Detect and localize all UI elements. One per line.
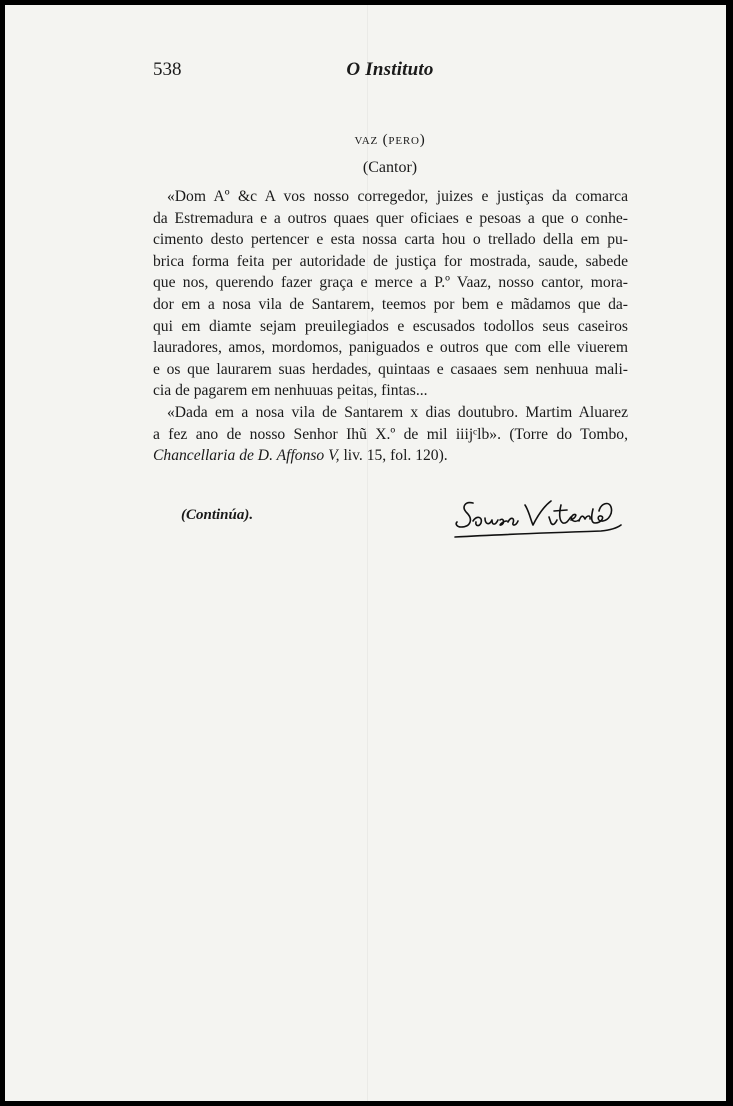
continued-note: (Continúa). bbox=[181, 507, 254, 523]
citation-source: Chancellaria de D. Affonso V, bbox=[153, 447, 340, 465]
document-page bbox=[5, 5, 726, 1101]
page-number: 538 bbox=[153, 59, 182, 80]
body-line: «Dada em a nosa vila de Santarem x dias doutubro. Martim Aluarez bbox=[167, 403, 628, 421]
citation-line bbox=[153, 445, 628, 467]
body-line: lauradores, amos, mordomos, paniguados e outros que com elle viuerem bbox=[153, 339, 628, 357]
entry-name: vaz (pero) bbox=[354, 132, 426, 148]
entry-heading bbox=[153, 129, 627, 179]
body-line: qui em diamte sejam preuilegiados e escusados todollos seus caseiros bbox=[153, 317, 628, 335]
document-body bbox=[153, 186, 628, 467]
signature bbox=[451, 491, 631, 555]
body-line: cia de pagarem em nenhuuas peitas, fintas... bbox=[153, 382, 428, 400]
body-line: da Estremadura e a outros quaes quer oficiaes e pesoas a que o conhe- bbox=[153, 209, 628, 227]
body-line: e os que laurarem suas herdades, quintaas e casaaes sem nenhuua mali- bbox=[153, 360, 628, 378]
body-line: que nos, querendo fazer graça e merce a P.º Vaaz, nosso cantor, mora- bbox=[153, 274, 628, 292]
signature-mark bbox=[451, 491, 631, 555]
journal-title: O Instituto bbox=[346, 59, 434, 80]
body-line: brica forma feita per autoridade de justiça for mostrada, saude, sabede bbox=[153, 252, 628, 270]
entry-role: (Cantor) bbox=[362, 159, 418, 176]
body-line: dor em a nosa vila de Santarem, teemos por bem e mãdamos que da- bbox=[153, 295, 628, 313]
citation-reference: liv. 15, fol. 120). bbox=[339, 447, 448, 465]
running-head bbox=[153, 59, 627, 83]
body-line: a fez ano de nosso Senhor Ihũ X.º de mil iiijᶜlb». (Torre do Tombo, bbox=[153, 425, 628, 443]
body-line: «Dom Aº &c A vos nosso corregedor, juizes e justiças da comarca bbox=[167, 188, 628, 205]
body-line: cimento desto pertencer e esta nossa carta hou o trellado della em pu- bbox=[153, 231, 628, 249]
